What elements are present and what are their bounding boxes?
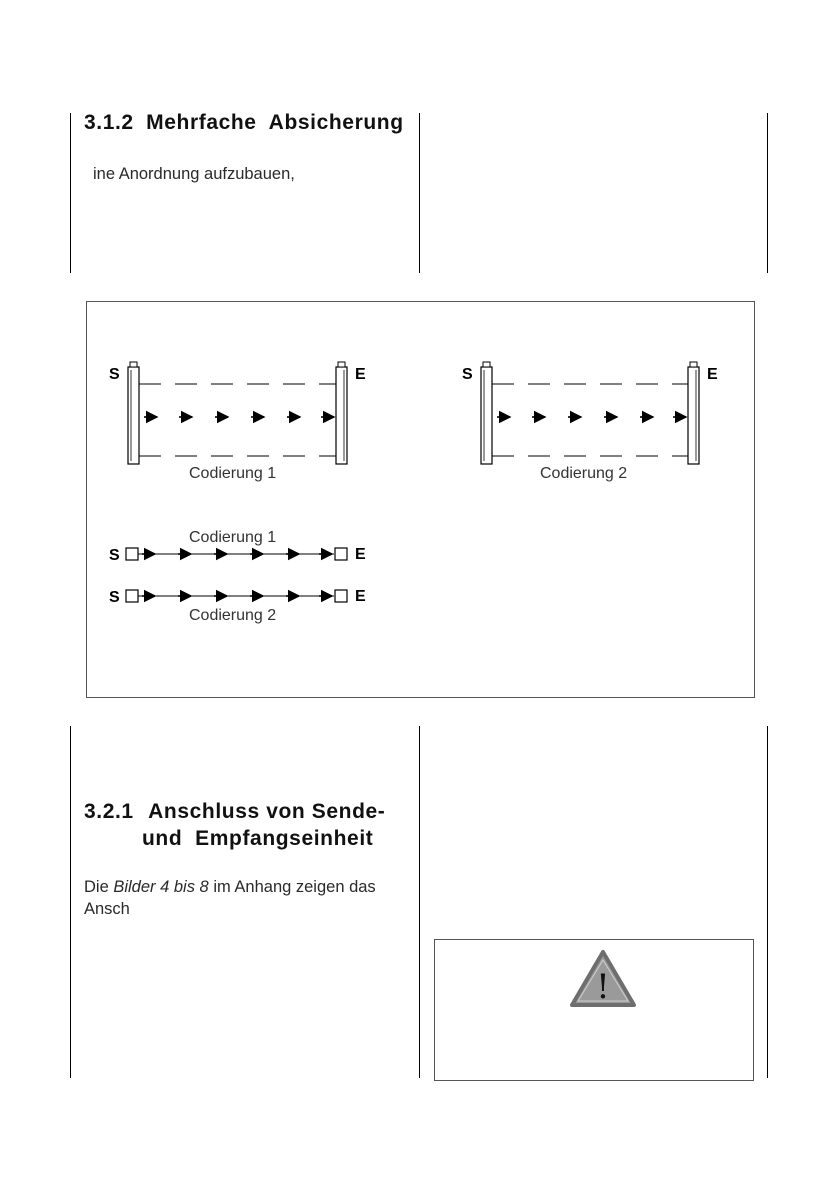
caption-coding-2-bottom: Codierung 2 bbox=[189, 607, 277, 624]
light-curtain-figure bbox=[87, 302, 754, 697]
single-sender-box-1 bbox=[126, 548, 138, 560]
section-321-heading bbox=[84, 798, 385, 852]
section-321-text-line2: Ansch bbox=[84, 900, 130, 918]
figure-box bbox=[86, 301, 755, 698]
section-312-title: Mehrfache Absicherung bbox=[146, 111, 404, 134]
caption-coding-1-bottom: Codierung 1 bbox=[189, 529, 277, 546]
sender-bar-1 bbox=[128, 367, 139, 464]
light-curtain-coding-2 bbox=[462, 362, 718, 482]
sender-cap-2 bbox=[483, 362, 490, 367]
section-312-text: ine Anordnung aufzubauen, bbox=[93, 165, 295, 183]
section-312-heading bbox=[84, 111, 404, 135]
receiver-bar-2 bbox=[688, 367, 699, 464]
section-321-text bbox=[84, 876, 404, 920]
column-rule-left-top bbox=[70, 113, 71, 273]
single-receiver-box-1 bbox=[335, 548, 347, 560]
section-321-text-suffix: im Anhang zeigen das bbox=[208, 878, 376, 896]
warning-triangle-icon bbox=[435, 940, 753, 1080]
single-receiver-box-2 bbox=[335, 590, 347, 602]
warning-exclamation: ! bbox=[596, 967, 610, 1007]
sender-cap-1 bbox=[130, 362, 137, 367]
light-curtain-coding-1 bbox=[109, 362, 366, 482]
sender-bar-2 bbox=[481, 367, 492, 464]
sender-label-2: S bbox=[462, 366, 473, 383]
single-beam-coding-2 bbox=[109, 588, 366, 624]
section-321-text-italic: Bilder 4 bis 8 bbox=[113, 878, 209, 896]
column-rule-right-top bbox=[767, 113, 768, 273]
single-receiver-label-1: E bbox=[355, 546, 366, 563]
single-sender-label-1: S bbox=[109, 547, 120, 564]
section-312-number: 3.1.2 bbox=[84, 111, 134, 134]
sender-label-1: S bbox=[109, 366, 120, 383]
receiver-label-2: E bbox=[707, 366, 718, 383]
single-sender-box-2 bbox=[126, 590, 138, 602]
column-rule-middle-bottom bbox=[419, 726, 420, 1078]
receiver-cap-2 bbox=[690, 362, 697, 367]
column-rule-left-bottom bbox=[70, 726, 71, 1078]
receiver-bar-1 bbox=[336, 367, 347, 464]
section-321-number: 3.2.1 bbox=[84, 800, 134, 823]
caption-coding-1-top: Codierung 1 bbox=[189, 465, 277, 482]
single-receiver-label-2: E bbox=[355, 588, 366, 605]
column-rule-middle-top bbox=[419, 113, 420, 273]
single-sender-label-2: S bbox=[109, 589, 120, 606]
caption-coding-2-top: Codierung 2 bbox=[540, 465, 628, 482]
column-rule-right-bottom bbox=[767, 726, 768, 1078]
receiver-label-1: E bbox=[355, 366, 366, 383]
section-321-title-line1: Anschluss von Sende- bbox=[148, 800, 386, 823]
receiver-cap-1 bbox=[338, 362, 345, 367]
warning-box bbox=[434, 939, 754, 1081]
section-321-title-line2: und Empfangseinheit bbox=[142, 827, 374, 850]
single-beam-coding-1 bbox=[109, 529, 366, 564]
section-321-text-prefix: Die bbox=[84, 878, 114, 896]
